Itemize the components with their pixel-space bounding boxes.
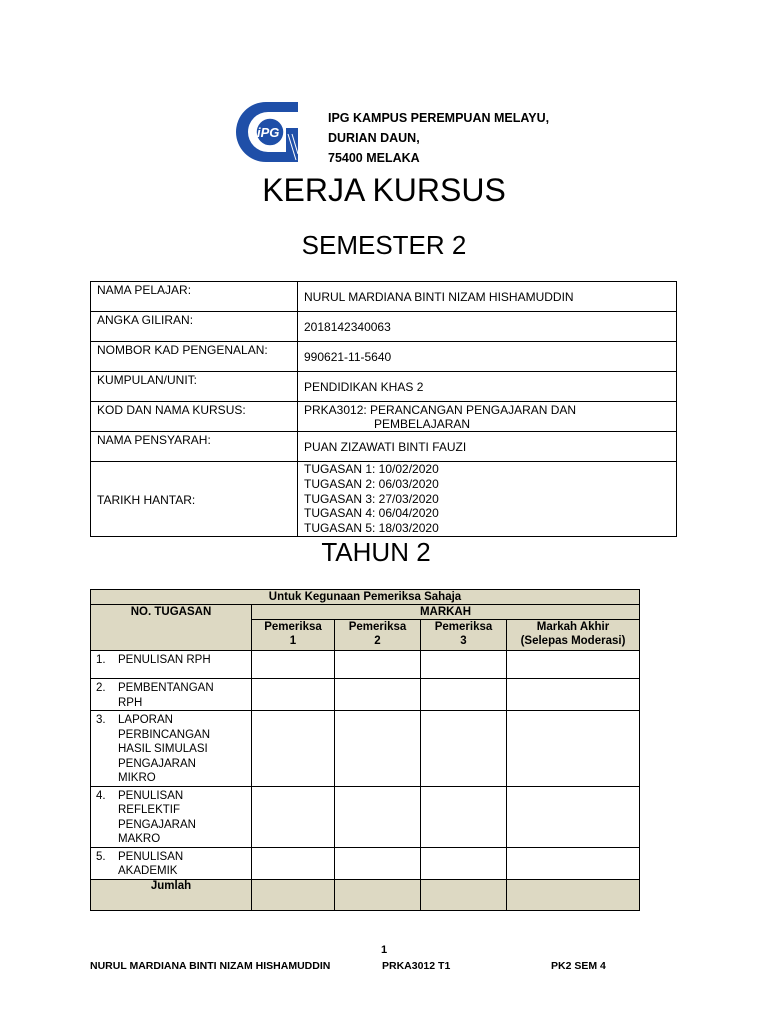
row-1-akhir[interactable] bbox=[507, 651, 640, 679]
jumlah-pemeriksa-3[interactable] bbox=[421, 879, 507, 910]
institution-line-2: DURIAN DAUN, bbox=[328, 131, 420, 145]
pensyarah-label: NAMA PENSYARAH: bbox=[91, 432, 298, 462]
logo-text: iPG bbox=[257, 125, 280, 140]
marks-caption: Untuk Kegunaan Pemeriksa Sahaja bbox=[91, 590, 640, 605]
nama-label: NAMA PELAJAR: bbox=[91, 282, 298, 312]
kad-label: NOMBOR KAD PENGENALAN: bbox=[91, 342, 298, 372]
row-1-pemeriksa-1[interactable] bbox=[252, 651, 335, 679]
col-pemeriksa-1: Pemeriksa 1 bbox=[252, 620, 335, 651]
table-row bbox=[91, 711, 640, 787]
semester-heading: SEMESTER 2 bbox=[301, 230, 467, 260]
kumpulan-label: KUMPULAN/UNIT: bbox=[91, 372, 298, 402]
row-5-akhir[interactable] bbox=[507, 847, 640, 879]
row-2-pemeriksa-2[interactable] bbox=[335, 679, 421, 711]
institution-line-1: IPG KAMPUS PEREMPUAN MELAYU, bbox=[328, 111, 550, 125]
tugasan-5-date: TUGASAN 5: 18/03/2020 bbox=[304, 521, 439, 536]
row-4-akhir[interactable] bbox=[507, 786, 640, 847]
jumlah-akhir[interactable] bbox=[507, 879, 640, 910]
row-2-label: 2. PEMBENTANGAN RPH bbox=[91, 679, 252, 711]
angka-label: ANGKA GILIRAN: bbox=[91, 312, 298, 342]
row-1-pemeriksa-2[interactable] bbox=[335, 651, 421, 679]
col-markah-akhir: Markah Akhir (Selepas Moderasi) bbox=[507, 620, 640, 651]
row-1-label: 1. PENULISAN RPH bbox=[91, 651, 252, 679]
marks-table bbox=[90, 589, 640, 911]
kod-value bbox=[298, 402, 677, 432]
document-title: KERJA KURSUS bbox=[262, 172, 506, 208]
tahun-heading: TAHUN 2 bbox=[321, 537, 431, 567]
table-row bbox=[91, 679, 640, 711]
kod-label: KOD DAN NAMA KURSUS: bbox=[91, 402, 298, 432]
row-3-pemeriksa-1[interactable] bbox=[252, 711, 335, 787]
jumlah-pemeriksa-2[interactable] bbox=[335, 879, 421, 910]
pensyarah-value: PUAN ZIZAWATI BINTI FAUZI bbox=[298, 432, 677, 462]
row-4-pemeriksa-2[interactable] bbox=[335, 786, 421, 847]
tarikh-values bbox=[298, 462, 677, 537]
row-3-pemeriksa-2[interactable] bbox=[335, 711, 421, 787]
table-row bbox=[91, 651, 640, 679]
row-5-pemeriksa-3[interactable] bbox=[421, 847, 507, 879]
row-3-akhir[interactable] bbox=[507, 711, 640, 787]
footer-code: PRKA3012 T1 bbox=[382, 960, 451, 972]
row-4-pemeriksa-3[interactable] bbox=[421, 786, 507, 847]
tarikh-label: TARIKH HANTAR: bbox=[91, 462, 298, 537]
col-pemeriksa-2: Pemeriksa 2 bbox=[335, 620, 421, 651]
row-2-pemeriksa-3[interactable] bbox=[421, 679, 507, 711]
page-number: 1 bbox=[380, 944, 388, 956]
footer-sem: PK2 SEM 4 bbox=[551, 960, 606, 972]
row-1-pemeriksa-3[interactable] bbox=[421, 651, 507, 679]
row-5-pemeriksa-1[interactable] bbox=[252, 847, 335, 879]
row-2-akhir[interactable] bbox=[507, 679, 640, 711]
row-5-pemeriksa-2[interactable] bbox=[335, 847, 421, 879]
table-row bbox=[91, 786, 640, 847]
institution-address bbox=[328, 108, 549, 168]
row-4-pemeriksa-1[interactable] bbox=[252, 786, 335, 847]
col-no-tugasan: NO. TUGASAN bbox=[91, 605, 252, 651]
row-4-label: 4. PENULISAN REFLEKTIF PENGAJARAN MAKRO bbox=[91, 786, 252, 847]
nama-value: NURUL MARDIANA BINTI NIZAM HISHAMUDDIN bbox=[298, 282, 677, 312]
tugasan-4-date: TUGASAN 4: 06/04/2020 bbox=[304, 506, 439, 521]
row-5-label: 5. PENULISAN AKADEMIK bbox=[91, 847, 252, 879]
tugasan-2-date: TUGASAN 2: 06/03/2020 bbox=[304, 476, 439, 491]
row-3-pemeriksa-3[interactable] bbox=[421, 711, 507, 787]
kod-value-line-2: PEMBELAJARAN bbox=[374, 417, 471, 431]
tugasan-1-date: TUGASAN 1: 10/02/2020 bbox=[304, 462, 439, 476]
kad-value: 990621-11-5640 bbox=[298, 342, 677, 372]
col-markah: MARKAH bbox=[252, 605, 640, 620]
tugasan-3-date: TUGASAN 3: 27/03/2020 bbox=[304, 491, 439, 506]
jumlah-row bbox=[91, 879, 640, 910]
kumpulan-value: PENDIDIKAN KHAS 2 bbox=[298, 372, 677, 402]
footer-name: NURUL MARDIANA BINTI NIZAM HISHAMUDDIN bbox=[90, 960, 331, 972]
col-pemeriksa-3: Pemeriksa 3 bbox=[421, 620, 507, 651]
angka-value: 2018142340063 bbox=[298, 312, 677, 342]
ipg-logo-icon bbox=[236, 98, 304, 166]
kod-value-line-1: PRKA3012: PERANCANGAN PENGAJARAN DAN bbox=[304, 403, 577, 417]
row-3-label: 3. LAPORAN PERBINCANGAN HASIL SIMULASI PENGAJARAN MIKRO bbox=[91, 711, 252, 787]
table-row bbox=[91, 847, 640, 879]
jumlah-pemeriksa-1[interactable] bbox=[252, 879, 335, 910]
institution-line-3: 75400 MELAKA bbox=[328, 151, 420, 165]
student-info-table bbox=[90, 281, 677, 537]
jumlah-label: Jumlah bbox=[91, 879, 252, 910]
row-2-pemeriksa-1[interactable] bbox=[252, 679, 335, 711]
